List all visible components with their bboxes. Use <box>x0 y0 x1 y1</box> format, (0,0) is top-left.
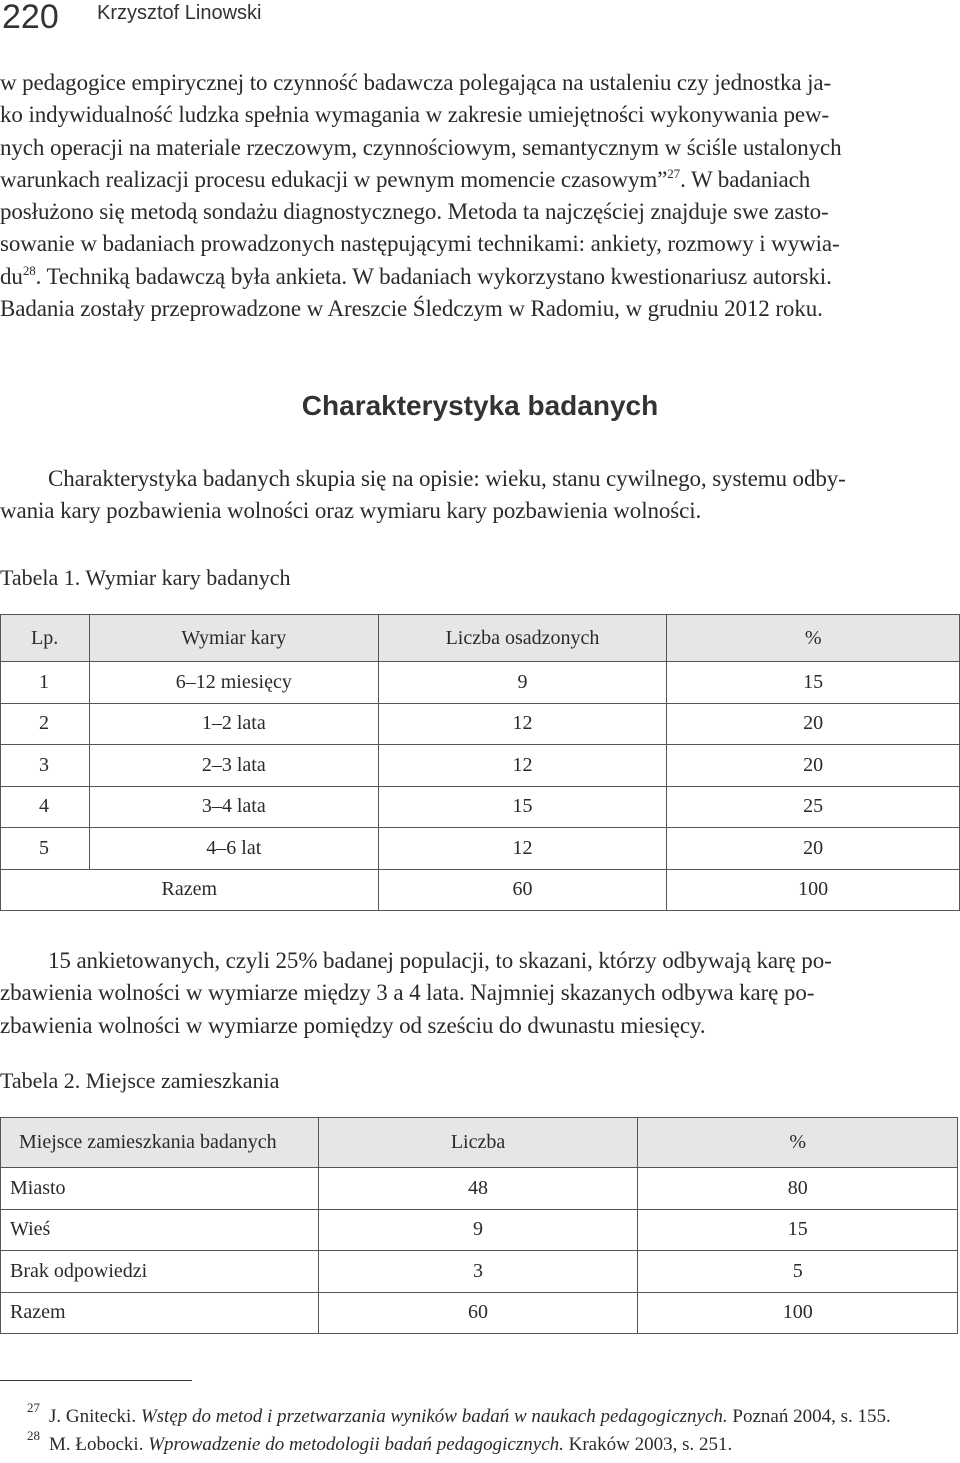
text-line: zbawienia wolności w wymiarze między 3 a 4 lata. Najmniej skazanych odbywa karę po- <box>0 980 815 1006</box>
paragraph-method <box>0 67 960 325</box>
table-cell: 48 <box>318 1168 638 1210</box>
column-header: Liczba <box>318 1118 638 1168</box>
table-cell: 12 <box>378 745 667 787</box>
column-header: % <box>638 1118 958 1168</box>
section-heading: Charakterystyka badanych <box>301 390 659 421</box>
table-cell: 6–12 miesięcy <box>89 662 378 704</box>
table1-caption: Tabela 1. Wymiar kary badanych <box>0 565 291 590</box>
table-row <box>1 1209 958 1251</box>
table-cell: 2–3 lata <box>89 745 378 787</box>
footnote-ref-28[interactable]: 28 <box>22 262 36 278</box>
text-line: Badania zostały przeprowadzone w Areszcie Śledczym w Radomiu, w grudniu 2012 roku. <box>0 296 823 322</box>
footnote-number: 28 <box>27 1428 40 1443</box>
table-row <box>1 662 960 704</box>
footnote-title: Wstęp do metod i przetwarzania wyników badań w naukach pedagogicznych. <box>140 1406 728 1427</box>
page-header <box>0 0 960 44</box>
column-header: Lp. <box>1 615 90 662</box>
table-cell: 12 <box>378 828 667 870</box>
table-cell: 12 <box>378 703 667 745</box>
text-line: Charakterystyka badanych skupia się na opisie: wieku, stanu cywilnego, systemu odby- <box>48 466 846 491</box>
table-cell: 9 <box>378 662 667 704</box>
table-cell: 60 <box>378 869 667 911</box>
table-cell: 4 <box>1 786 90 828</box>
table-cell: Wieś <box>1 1209 319 1251</box>
table-cell: 4–6 lat <box>89 828 378 870</box>
table-cell: Miasto <box>1 1168 319 1210</box>
table-cell: 15 <box>378 786 667 828</box>
text-line: 15 ankietowanych, czyli 25% badanej populacji, to skazani, którzy odbywają karę po- <box>48 948 832 973</box>
footnote-text <box>49 1434 732 1456</box>
column-header: Miejsce zamieszkania badanych <box>1 1118 319 1168</box>
column-header: Liczba osadzonych <box>378 615 667 662</box>
table-cell: 20 <box>667 703 960 745</box>
footnote-ref-27[interactable]: 27 <box>667 165 681 181</box>
table-cell: Razem <box>1 869 379 911</box>
page-number: 220 <box>2 0 59 36</box>
text-span: warunkach realizacji procesu edukacji w pewnym momencie czasowym” <box>0 166 668 192</box>
table-cell: 3 <box>318 1251 638 1293</box>
text-line <box>0 164 960 196</box>
footnote-number: 27 <box>27 1400 40 1415</box>
footnote-author: M. Łobocki. <box>49 1434 149 1455</box>
table-row <box>1 745 960 787</box>
text-line: posłużono się metodą sondażu diagnostycznego. Metoda ta najczęściej znajduje swe zasto- <box>0 199 829 225</box>
table-row <box>1 786 960 828</box>
table-cell: 60 <box>318 1292 638 1334</box>
table-row <box>1 1168 958 1210</box>
table-cell: Brak odpowiedzi <box>1 1251 319 1293</box>
text-span: . Techniką badawczą była ankieta. W badaniach wykorzystano kwestionariusz autorski. <box>35 263 832 289</box>
table-cell: 2 <box>1 703 90 745</box>
table-cell: 3 <box>1 745 90 787</box>
column-header: Wymiar kary <box>89 615 378 662</box>
text-line: nych operacji na materiale rzeczowym, czynnościowym, semantycznym w ściśle ustalonych <box>0 134 842 160</box>
table-residence <box>0 1117 958 1334</box>
table-total-row <box>1 869 960 911</box>
text-span: du <box>0 263 23 289</box>
table-cell: 100 <box>638 1292 958 1334</box>
footnote-publication: Poznań 2004, s. 155. <box>727 1406 891 1427</box>
table-row <box>1 1292 958 1334</box>
table-row <box>1 828 960 870</box>
table-row <box>1 1251 958 1293</box>
table-header-row <box>1 615 960 662</box>
table-cell: 15 <box>638 1209 958 1251</box>
table-cell: 1 <box>1 662 90 704</box>
table-cell: 5 <box>638 1251 958 1293</box>
table-cell: Razem <box>1 1292 319 1334</box>
table-sentence-length <box>0 614 960 911</box>
text-line: ko indywidualność ludzka spełnia wymagania w zakresie umiejętności wykonywania pew- <box>0 102 830 128</box>
text-line: w pedagogice empirycznej to czynność badawcza polegająca na ustaleniu czy jednostka ja- <box>0 70 832 95</box>
text-line: zbawienia wolności w wymiarze pomiędzy od sześciu do dwunastu miesięcy. <box>0 1012 706 1038</box>
text-line: sowanie w badaniach prowadzonych następującymi technikami: ankiety, rozmowy i wywia- <box>0 231 840 257</box>
text-line: wania kary pozbawienia wolności oraz wymiaru kary pozbawienia wolności. <box>0 498 702 524</box>
footnote-title: Wprowadzenie do metodologii badań pedagogicznych. <box>148 1434 564 1455</box>
table-cell: 80 <box>638 1168 958 1210</box>
table-cell: 100 <box>667 869 960 911</box>
paragraph-analysis <box>0 945 960 1042</box>
table-cell: 1–2 lata <box>89 703 378 745</box>
footnote-author: J. Gnitecki. <box>49 1406 141 1427</box>
text-line <box>0 261 960 293</box>
footnote-publication: Kraków 2003, s. 251. <box>563 1434 733 1455</box>
table-cell: 5 <box>1 828 90 870</box>
table-cell: 9 <box>318 1209 638 1251</box>
text-span: . W badaniach <box>680 166 811 192</box>
footnote-separator <box>0 1380 192 1381</box>
table-cell: 20 <box>667 745 960 787</box>
table-cell: 25 <box>667 786 960 828</box>
footnote-text <box>49 1406 891 1428</box>
table-cell: 15 <box>667 662 960 704</box>
table-cell: 20 <box>667 828 960 870</box>
table-cell: 3–4 lata <box>89 786 378 828</box>
table-row <box>1 703 960 745</box>
paragraph-characteristics <box>0 463 960 528</box>
table2-caption: Tabela 2. Miejsce zamieszkania <box>0 1068 280 1093</box>
table-header-row <box>1 1118 958 1168</box>
column-header: % <box>667 615 960 662</box>
running-author: Krzysztof Linowski <box>97 2 262 24</box>
